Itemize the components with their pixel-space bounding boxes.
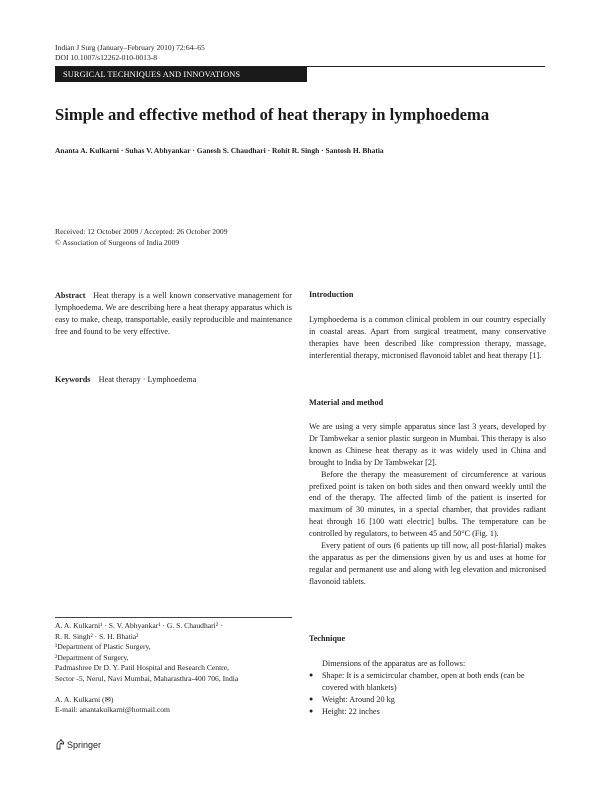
method-paragraph-2: Before the therapy the measurement of circumference at various prefixed point is taken on both sides and then onward weekly until the end of the therapy. The affected limb of the patient is inserted for maximum of 30 minutes, in a special chamber, that provides radiant heat through 16 [100 watt electric] bulbs. The temperature can be controlled by regulators, to between 45 and 50°C (Fig. 1). [309, 469, 546, 539]
method-paragraph-3: Every patient of ours (6 patients up till now, all post-filarial) makes the apparatus as per the dimensions given by us and uses at home for regular and permanent use and along with leg elevation and micronised flavonoid tablets. [309, 541, 546, 586]
list-item: ● Shape: It is a semicircular chamber, open at both ends (can be covered with blankets) [309, 670, 546, 694]
keywords-label: Keywords [55, 375, 91, 384]
list-item: ● Height: 22 inches [309, 706, 546, 718]
method-heading: Material and method [309, 398, 384, 407]
affiliation-address: Sector -5, Nerul, Navi Mumbai, Maharasthra-400 706, India [55, 673, 239, 683]
author-list: Ananta A. Kulkarni · Suhas V. Abhyankar · Ganesh S. Chaudhari · Rohit R. Singh · Santosh H. Bhatia [55, 146, 384, 155]
publisher-footer [55, 739, 101, 750]
received-accepted: Received: 12 October 2009 / Accepted: 26 October 2009 [55, 227, 228, 236]
abstract-text: Heat therapy is a well known conservative management for lymphoedema. We are describing here a heat therapy apparatus which is easy to make, cheap, transportable, easily reproducible and maintenance free and found to be very effective. [55, 291, 293, 336]
journal-citation [55, 43, 355, 63]
introduction-text: Lymphoedema is a common clinical problem in our country especially in coastal areas. Apart from surgical treatment, many conservative therapies have been described like compression therapy, massage, interferential therapy, micronised flavonoid tablet and heat therapy [1]. [309, 315, 546, 360]
technique-heading: Technique [309, 634, 346, 643]
affiliation-dept-2: ²Department of Surgery, [55, 652, 129, 662]
technique-body [309, 658, 546, 718]
copyright-line: © Association of Surgeons of India 2009 [55, 238, 180, 247]
abstract-label: Abstract [55, 291, 86, 300]
affiliations [55, 621, 292, 716]
abstract [55, 290, 292, 338]
affiliation-authors-2: R. R. Singh² · S. H. Bhatia² [55, 631, 139, 641]
corresponding-author: A. A. Kulkarni (✉) [55, 694, 114, 704]
affiliation-dept-1: ¹Department of Plastic Surgery, [55, 642, 151, 652]
springer-horse-icon [55, 739, 65, 750]
affiliation-authors-1: A. A. Kulkarni¹ · S. V. Abhyankar¹ · G. S. Chaudhari² · [55, 621, 223, 630]
introduction-heading: Introduction [309, 290, 354, 299]
list-item: ● Weight: Around 20 kg [309, 694, 546, 706]
section-banner: SURGICAL TECHNIQUES AND INNOVATIONS [55, 67, 307, 82]
affiliation-hospital: Padmashree Dr D. Y. Patil Hospital and Research Centre, [55, 663, 229, 673]
journal-line: Indian J Surg (January–February 2010) 72:64–65 [55, 43, 205, 52]
keywords [55, 374, 292, 386]
author-email[interactable]: E-mail: anantakulkarni@hotmail.com [55, 705, 170, 715]
article-title: Simple and effective method of heat therapy in lymphoedema [55, 105, 490, 124]
doi-line: DOI 10.1007/s12262-010-0013-8 [55, 53, 158, 62]
publisher-name: Springer [67, 740, 102, 750]
technique-intro: Dimensions of the apparatus are as follows: [322, 659, 466, 668]
dimension-list [309, 670, 546, 718]
affiliation-rule [55, 617, 292, 618]
method-body [309, 421, 546, 588]
publication-dates [55, 226, 228, 248]
method-paragraph-1: We are using a very simple apparatus since last 3 years, developed by Dr Tambwekar a senior plastic surgeon in Mumbai. This therapy is also known as Chinese heat therapy as it was widely used in China and brought to India by Dr Tambwekar [2]. [309, 422, 546, 467]
keywords-text: Heat therapy · Lymphoedema [98, 375, 197, 384]
